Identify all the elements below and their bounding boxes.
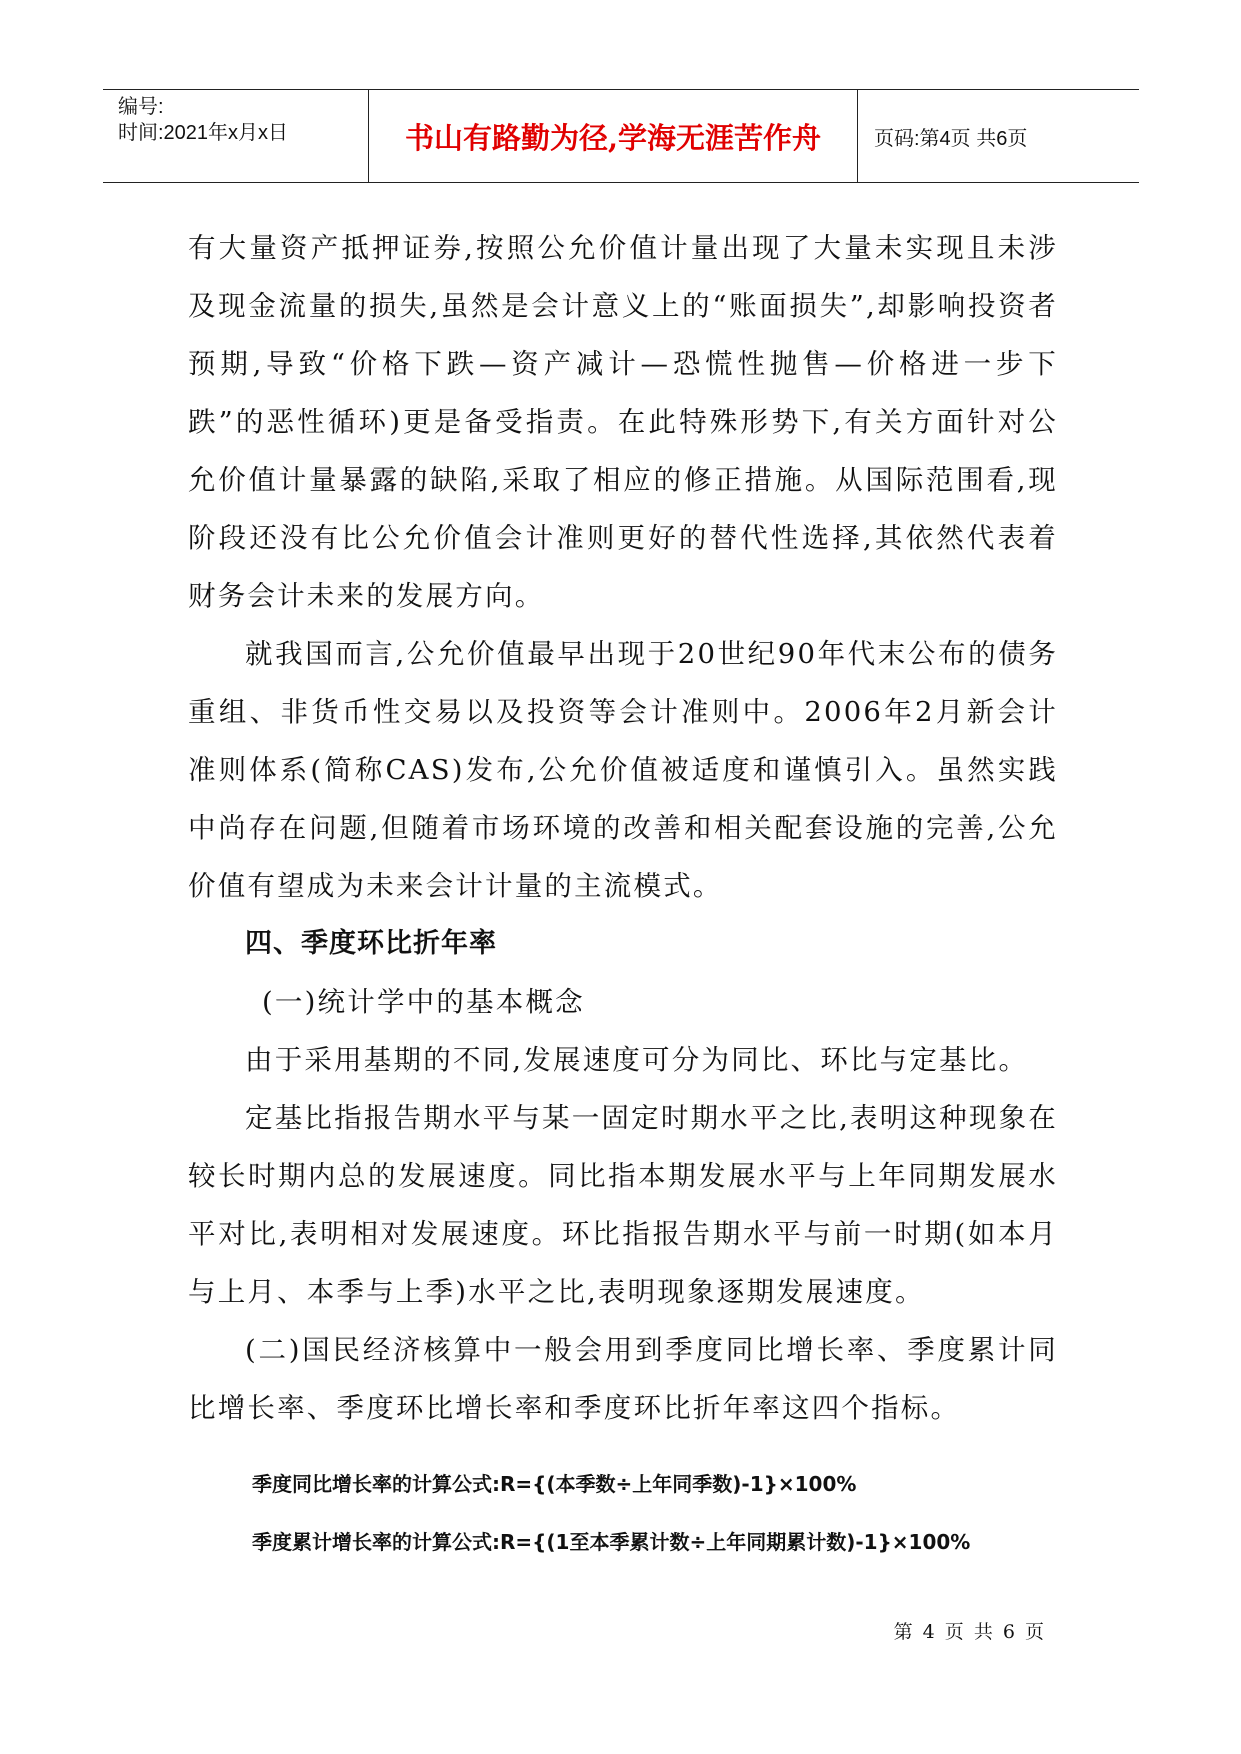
body-paragraph: 有大量资产抵押证券,按照公允价值计量出现了大量未实现且未涉及现金流量的损失,虽然是会计意义上的“账面损失”,却影响投资者预期,导致“价格下跌—资产减计—恐慌性抛售—价格进一步下跌”的恶性循环)更是备受指责。在此特殊形势下,有关方面针对公允价值计量暴露的缺陷,采取了相应的修正措施。从国际范围看,现阶段还没有比公允价值会计准则更好的替代性选择,其依然代表着财务会计未来的发展方向。 <box>188 232 1058 612</box>
body-paragraph: 由于采用基期的不同,发展速度可分为同比、环比与定基比。 <box>245 1044 1029 1076</box>
formula-line: 季度累计增长率的计算公式:R={(1至本季累计数÷上年同期累计数)-1}×100% <box>252 1530 971 1554</box>
header-info-cell <box>103 90 369 182</box>
subsection-heading: (一)统计学中的基本概念 <box>262 986 585 1018</box>
header-page-info: 页码:第4页 共6页 <box>874 127 1028 150</box>
section-heading: 四、季度环比折年率 <box>245 928 497 959</box>
body-paragraph: (二)国民经济核算中一般会用到季度同比增长率、季度累计同比增长率、季度环比增长率和季度环比折年率这四个指标。 <box>188 1334 1058 1424</box>
page-header <box>103 89 1139 183</box>
header-motto: 书山有路勤为径,学海无涯苦作舟 <box>369 90 858 182</box>
body-paragraph: 就我国而言,公允价值最早出现于20世纪90年代末公布的债务重组、非货币性交易以及投资等会计准则中。2006年2月新会计准则体系(简称CAS)发布,公允价值被适度和谨慎引入。虽然实践中尚存在问题,但随着市场环境的改善和相关配套设施的完善,公允价值有望成为未来会计计量的主流模式。 <box>188 638 1058 902</box>
document-body <box>188 219 1058 1571</box>
document-number-label: 编号: <box>118 96 164 118</box>
formula-line: 季度同比增长率的计算公式:R={(本季数÷上年同季数)-1}×100% <box>252 1472 857 1496</box>
document-time-label: 时间:2021年x月x日 <box>118 122 289 144</box>
page-footer: 第 4 页 共 6 页 <box>893 1621 1046 1643</box>
body-paragraph: 定基比指报告期水平与某一固定时期水平之比,表明这种现象在较长时期内总的发展速度。同比指本期发展水平与上年同期发展水平对比,表明相对发展速度。环比指报告期水平与前一时期(如本月与上月、本季与上季)水平之比,表明现象逐期发展速度。 <box>188 1102 1058 1308</box>
